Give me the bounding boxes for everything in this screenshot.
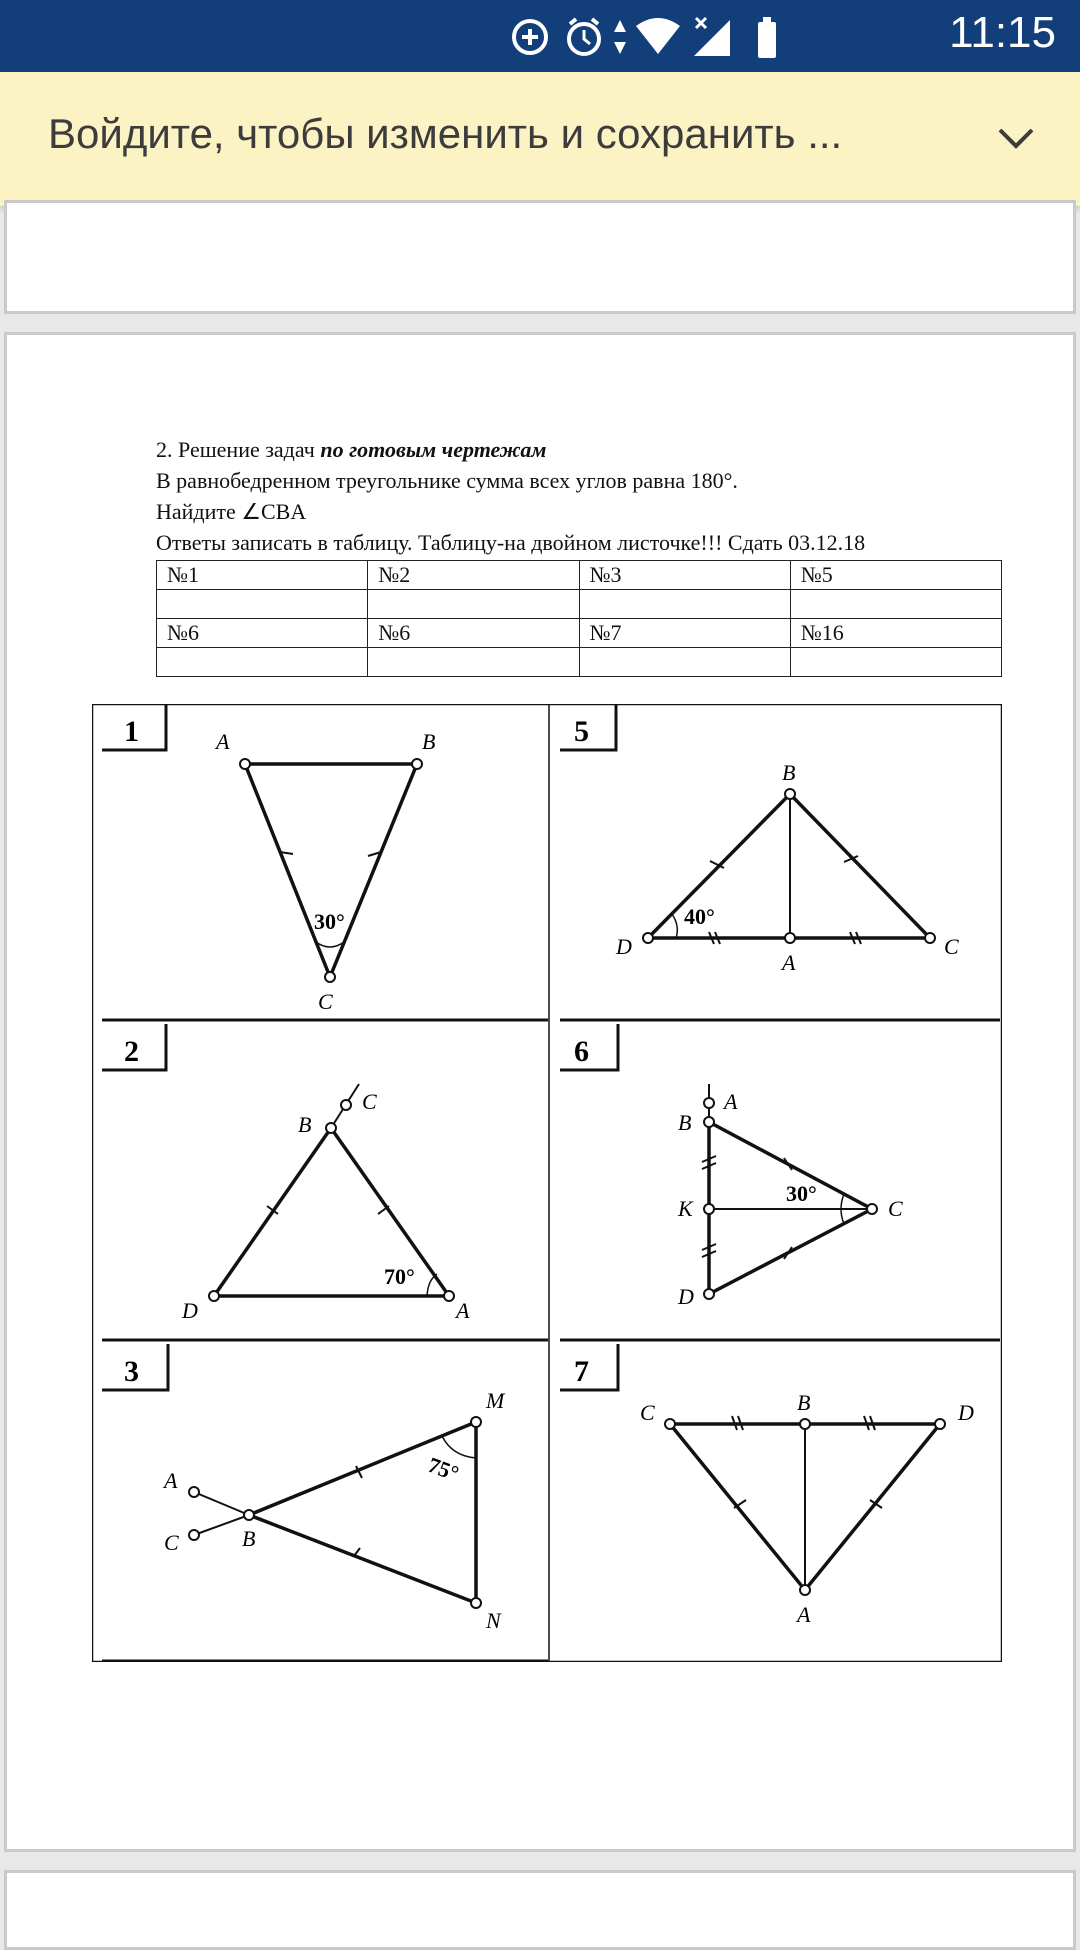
angle-label: 70°	[384, 1264, 415, 1289]
vertex-label: A	[456, 1298, 470, 1323]
table-cell: №7	[579, 619, 790, 648]
figure-5	[560, 704, 959, 975]
table-cell	[157, 648, 368, 677]
task-question: Найдите ∠CBA	[156, 499, 307, 524]
table-cell	[368, 648, 579, 677]
vertex-label: B	[782, 760, 796, 785]
chevron-down-icon[interactable]	[996, 122, 1036, 156]
vertex-label: B	[298, 1112, 312, 1137]
vertex-label: A	[164, 1468, 178, 1493]
table-cell	[368, 590, 579, 619]
table-cell	[790, 648, 1001, 677]
wifi-icon	[636, 18, 680, 54]
table-cell	[157, 590, 368, 619]
vertex-label: A	[797, 1602, 811, 1627]
status-bar	[0, 0, 1080, 72]
vertex-label: B	[797, 1390, 811, 1415]
table-cell: №1	[157, 561, 368, 590]
next-page	[4, 1870, 1076, 1950]
vertex-label: D	[182, 1298, 198, 1323]
table-cell: №6	[157, 619, 368, 648]
figure-1	[102, 704, 435, 1014]
alarm-icon	[569, 19, 599, 54]
vertex-label: C	[362, 1089, 377, 1114]
task-heading-plain: 2. Решение задач	[156, 437, 321, 462]
geometry-figures	[92, 704, 1002, 1662]
table-row	[157, 590, 1002, 619]
vertex-label: B	[242, 1526, 256, 1551]
angle-label: 30°	[786, 1181, 817, 1206]
angle-label: 30°	[314, 909, 345, 934]
vertex-label: B	[678, 1110, 692, 1135]
angle-label: 75°	[424, 1451, 463, 1487]
figure-number: 7	[574, 1355, 589, 1388]
document-text	[156, 434, 1002, 677]
figure-2	[102, 1024, 470, 1323]
signin-banner-text[interactable]: Войдите, чтобы изменить и сохранить ...	[48, 110, 843, 157]
figure-number: 1	[124, 715, 139, 748]
table-cell: №5	[790, 561, 1001, 590]
vertex-label: A	[724, 1089, 738, 1114]
figure-number: 5	[574, 715, 589, 748]
table-cell: №2	[368, 561, 579, 590]
table-cell	[579, 648, 790, 677]
figure-7	[560, 1344, 974, 1627]
signin-banner[interactable]	[0, 72, 1080, 206]
vertex-label: C	[888, 1196, 903, 1221]
clock: 11:15	[949, 8, 1056, 57]
vertex-label: K	[678, 1196, 693, 1221]
previous-page	[4, 200, 1076, 314]
task-condition: В равнобедренном треугольнике сумма всех углов равна 180°.	[156, 468, 738, 493]
table-row	[157, 561, 1002, 590]
vertex-label: A	[782, 950, 796, 975]
vertex-label: D	[958, 1400, 974, 1425]
task-instructions: Ответы записать в таблицу. Таблицу-на двойном листочке!!! Сдать 03.12.18	[156, 530, 866, 555]
task-heading-emphasis: по готовым чертежам	[320, 437, 547, 462]
battery-icon	[758, 17, 776, 58]
angle-label: 40°	[684, 904, 715, 929]
vertex-label: D	[616, 934, 632, 959]
table-cell	[579, 590, 790, 619]
vertex-label: M	[486, 1388, 505, 1413]
vertex-label: D	[678, 1284, 694, 1309]
table-row	[157, 648, 1002, 677]
data-saver-icon	[514, 21, 546, 53]
figure-number: 6	[574, 1035, 589, 1068]
table-cell: №16	[790, 619, 1001, 648]
table-cell: №6	[368, 619, 579, 648]
figure-3	[102, 1344, 506, 1633]
data-arrows-icon	[614, 20, 626, 54]
figure-number: 3	[124, 1355, 139, 1388]
vertex-label: C	[318, 989, 333, 1014]
vertex-label: C	[640, 1400, 655, 1425]
table-cell: №3	[579, 561, 790, 590]
task-heading	[156, 434, 1002, 465]
figure-number: 2	[124, 1035, 139, 1068]
figure-6	[560, 1024, 903, 1309]
vertex-label: A	[216, 729, 230, 754]
table-row	[157, 619, 1002, 648]
vertex-label: C	[944, 934, 959, 959]
vertex-label: N	[486, 1608, 501, 1633]
no-signal-icon	[694, 18, 730, 56]
answer-table	[156, 560, 1002, 677]
status-icons	[510, 14, 790, 60]
vertex-label: C	[164, 1530, 179, 1555]
table-cell	[790, 590, 1001, 619]
vertex-label: B	[422, 729, 436, 754]
